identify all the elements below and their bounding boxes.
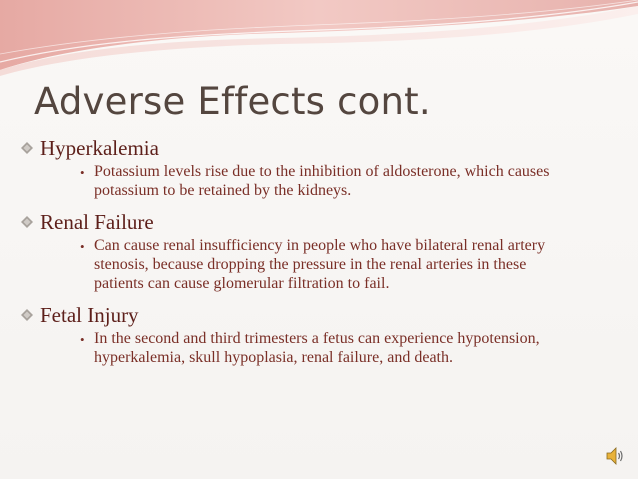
dot-bullet-icon: • (80, 239, 85, 254)
heading-renal-failure: Renal Failure (40, 210, 154, 234)
sub-item-text: In the second and third trimesters a fetus can experience hypotension, hyperkalemia, skull hypoplasia, renal failure, and death. (94, 330, 540, 366)
bullet-list (20, 136, 580, 367)
list-item (20, 136, 580, 200)
diamond-bullet-icon (20, 309, 34, 321)
sub-item-text: Can cause renal insufficiency in people who have bilateral renal artery stenosis, because dropping the pressure in the renal arteries in these patients can cause glomerular filtration to fail. (94, 237, 546, 292)
slide-title: Adverse Effects cont. (34, 80, 431, 123)
speaker-icon[interactable] (604, 445, 626, 467)
heading-hyperkalemia: Hyperkalemia (40, 136, 159, 160)
header-swoosh (0, 0, 638, 80)
list-item (20, 303, 580, 367)
dot-bullet-icon: • (80, 165, 85, 180)
dot-bullet-icon: • (80, 332, 85, 347)
sub-item-text: Potassium levels rise due to the inhibition of aldosterone, which causes potassium to be retained by the kidneys. (94, 163, 550, 199)
diamond-bullet-icon (20, 216, 34, 228)
list-item (20, 210, 580, 293)
heading-fetal-injury: Fetal Injury (40, 303, 139, 327)
diamond-bullet-icon (20, 142, 34, 154)
